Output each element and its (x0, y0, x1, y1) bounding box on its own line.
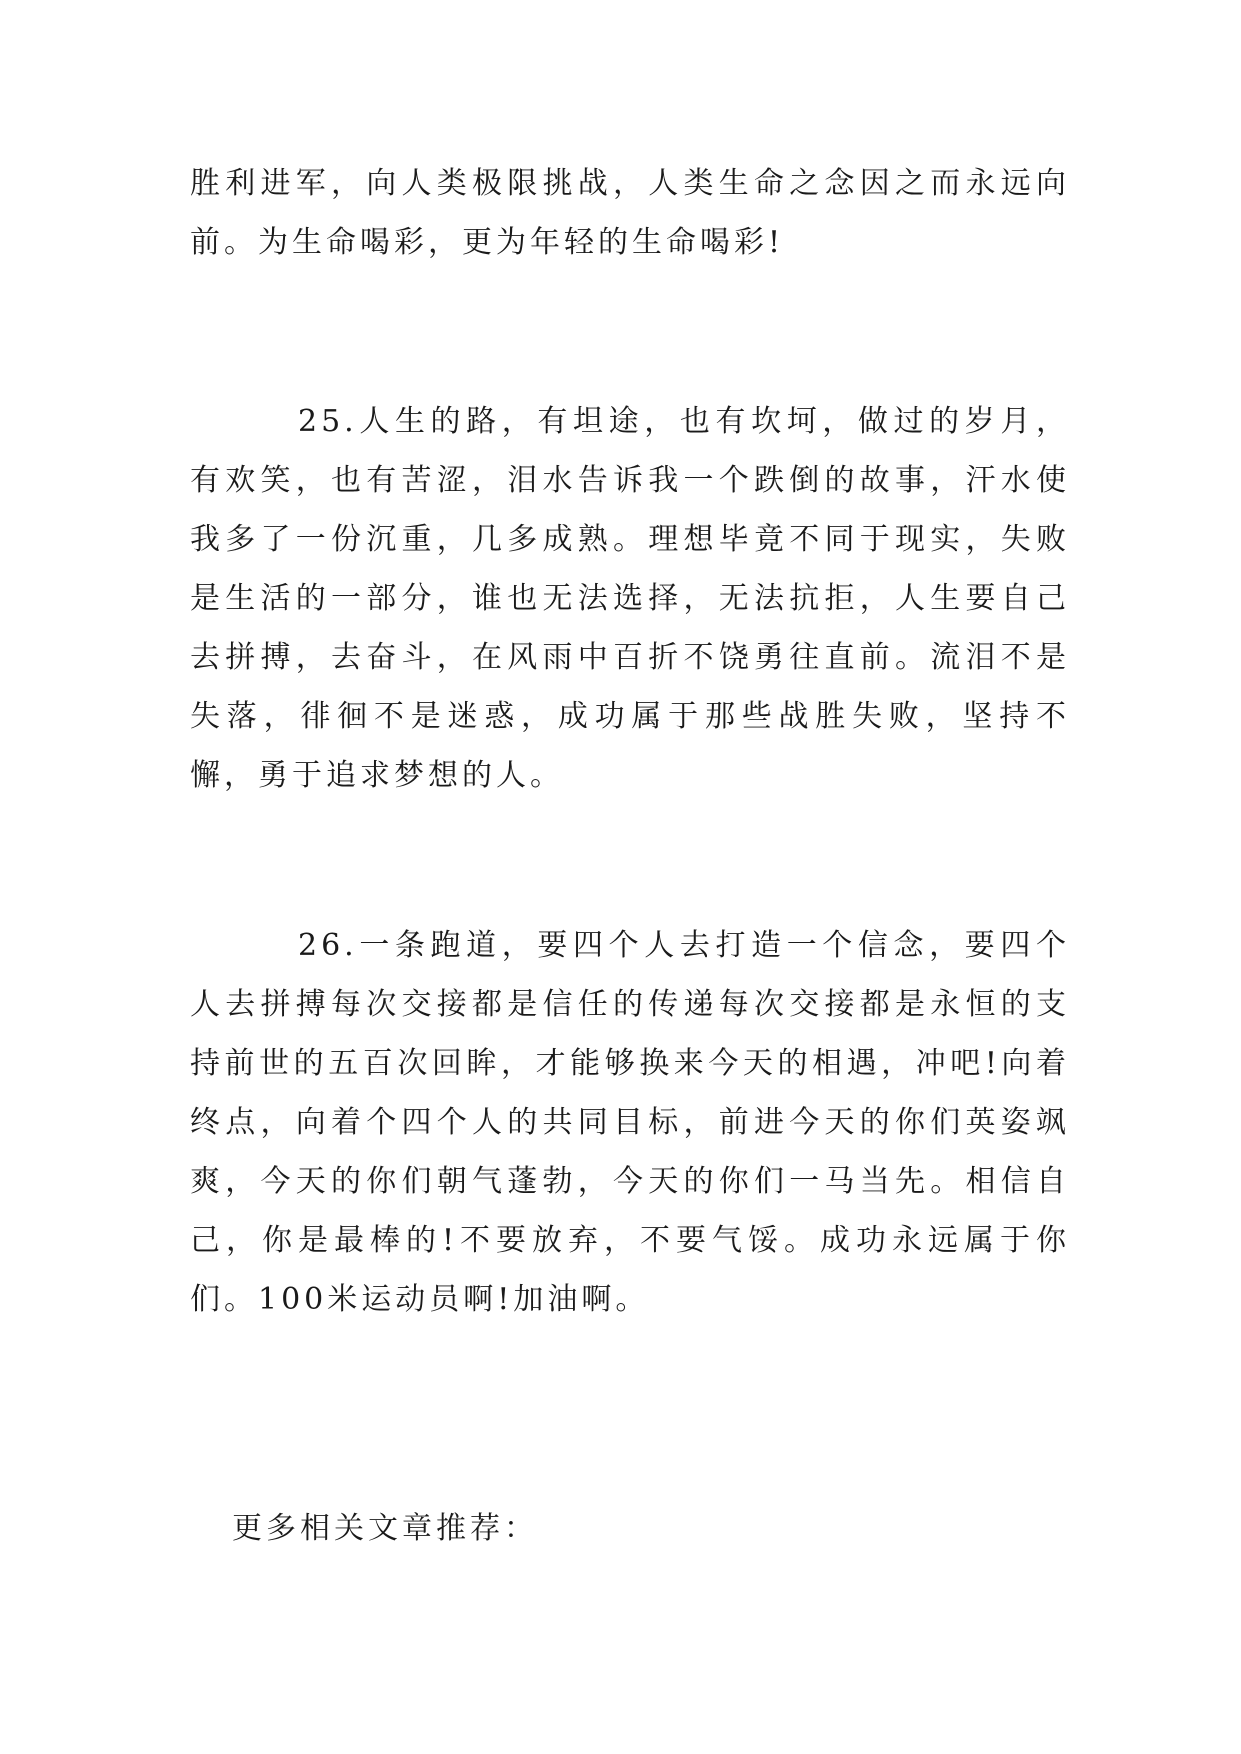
paragraph-26: 26.一条跑道，要四个人去打造一个信念，要四个人去拼搏每次交接都是信任的传递每次交接都是永恒的支持前世的五百次回眸，才能够换来今天的相遇，冲吧!向着终点，向着个四个人的共同目标，前进今天的你们英姿飒爽，今天的你们朝气蓬勃，今天的你们一马当先。相信自己，你是最棒的!不要放弃，不要气馁。成功永远属于你们。100米运动员啊!加油啊。 (190, 928, 1070, 1317)
paragraph-intro: 胜利进军，向人类极限挑战，人类生命之念因之而永远向前。为生命喝彩，更为年轻的生命喝彩! (190, 166, 1070, 260)
paragraph-25: 25.人生的路，有坦途，也有坎坷，做过的岁月，有欢笑，也有苦涩，泪水告诉我一个跌倒的故事，汗水使我多了一份沉重，几多成熟。理想毕竟不同于现实，失败是生活的一部分，谁也无法选择，无法抗拒，人生要自己去拼搏，去奋斗，在风雨中百折不饶勇往直前。流泪不是失落，徘徊不是迷惑，成功属于那些战胜失败，坚持不懈，勇于追求梦想的人。 (190, 404, 1070, 793)
related-articles-heading: 更多相关文章推荐： (232, 1511, 538, 1546)
